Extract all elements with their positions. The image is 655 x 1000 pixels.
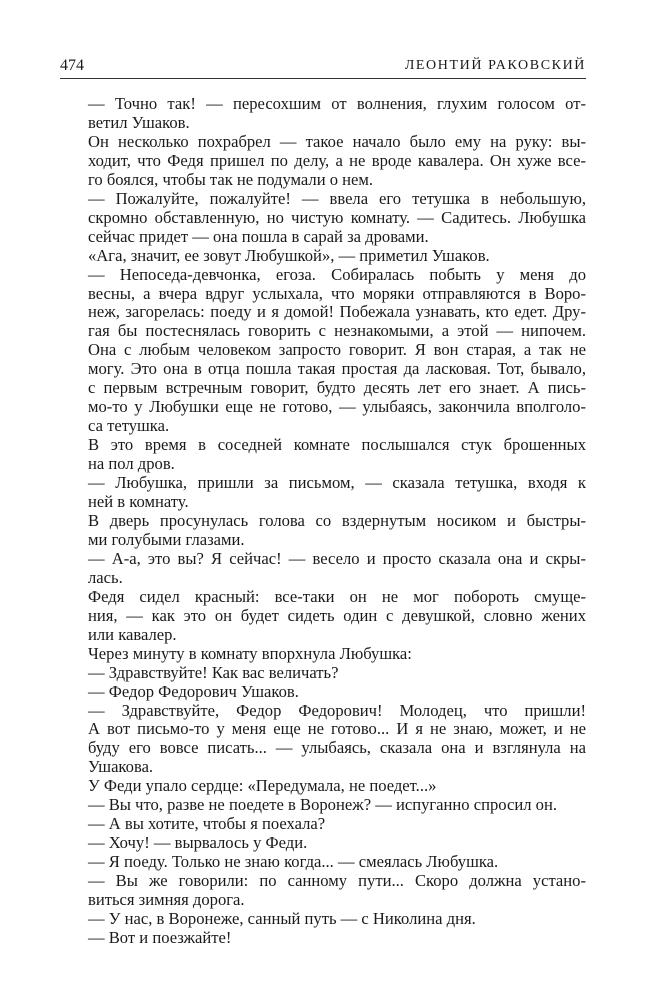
paragraph [60,190,586,247]
text-line: — Вот и поезжайте! [88,927,232,947]
text-line: «Ага, значит, ее зовут Любушкой», — приметил Ушаков. [88,245,490,265]
text-line: Через минуту в комнату впорхнула Любушка: [88,643,412,663]
text-line: буду его вовсе писать... — улыбаясь, сказала она и взглянула на [88,738,586,758]
text-line: или кавалер. [88,624,177,644]
text-line: — А вы хотите, чтобы я поехала? [88,814,326,834]
paragraph [60,512,586,550]
text-line: весны, а вчера вдруг услыхала, что моряки отправляются в Воро- [88,283,586,303]
paragraph [60,266,586,437]
paragraph [60,588,586,645]
text-line: ходит, что Федя пришел по делу, а не вроде кавалера. Он хуже все- [88,150,586,170]
text-line: мо-то у Любушки еще не готово, — улыбаясь, закончила вполголо- [88,397,586,417]
text-line: — А-а, это вы? Я сейчас! — весело и просто сказала она и скры- [88,548,586,568]
paragraph [60,815,586,834]
text-line: го боялся, чтобы так не подумали о нем. [88,169,374,189]
text-line: с первым встречным говорит, будто десять лет его знает. А пись- [88,378,586,398]
paragraph [60,796,586,815]
text-line: — Хочу! — вырвалось у Феди. [88,833,308,853]
text-line: Ушакова. [88,757,154,777]
text-line: Он несколько похрабрел — такое начало было ему на руку: вы- [88,131,586,151]
text-line: на пол дров. [88,454,175,474]
text-line: неж, загорелась: поеду и я домой! Побежала узнавать, кто едет. Дру- [88,302,586,322]
text-line: ней в комнату. [88,492,189,512]
paragraph [60,777,586,796]
text-line: — Любушка, пришли за письмом, — сказала тетушка, входя к [88,473,586,493]
text-line: Федя сидел красный: все-таки он не мог побороть смущe- [88,586,586,606]
text-line: А вот письмо-то у меня еще не готово... И я не знаю, может, и не [88,719,586,739]
text-line: — Здравствуйте! Как вас величать? [88,662,339,682]
text-line: — У нас, в Воронеже, санный путь — с Николина дня. [88,908,476,928]
text-line: — Точно так! — пересохшим от волнения, глухим голосом от- [88,94,586,113]
text-line: — Пожалуйте, пожалуйте! — ввела его тетушка в небольшую, [88,188,586,208]
paragraph [60,474,586,512]
paragraph [60,645,586,664]
text-line: В это время в соседней комнате послышался стук брошенных [88,435,586,455]
paragraph [60,702,586,778]
text-line: ния, — как это он будет сидеть один с девушкой, словно жених [88,605,586,625]
text-line: са тетушка. [88,416,170,436]
page-number: 474 [60,57,84,74]
text-line: — Вы же говорили: по санному пути... Скоро должна устано- [88,871,586,891]
paragraph [60,664,586,683]
paragraph [60,853,586,872]
text-line: — Здравствуйте, Федор Федорович! Молодец, что пришли! [88,700,586,720]
paragraph [60,247,586,266]
text-line: ветил Ушаков. [88,112,190,132]
text-line: У Феди упало сердце: «Передумала, не поедет...» [88,776,437,796]
text-line: лась. [88,567,123,587]
paragraph [60,683,586,702]
text-line: — Вы что, разве не поедете в Воронеж? — испуганно спросил он. [88,795,558,815]
paragraph [60,436,586,474]
paragraph [60,550,586,588]
paragraph [60,910,586,929]
text-line: В дверь просунулась голова со вздернутым носиком и быстры- [88,510,586,530]
paragraph [60,872,586,910]
text-line: ми голубыми глазами. [88,529,245,549]
text-line: Она с любым человеком запросто говорит. Я вон старая, а так не [88,340,586,360]
text-line: — Федор Федорович Ушаков. [88,681,299,701]
page-header [60,56,586,79]
paragraph [60,95,586,133]
body-text [60,95,586,948]
text-line: — Я поеду. Только не знаю когда... — смеялась Любушка. [88,852,499,872]
text-line: виться зимняя дорога. [88,890,245,910]
text-line: — Непоседа-девчонка, егоза. Собиралась побыть у меня до [88,264,586,284]
text-line: гая бы постеснялась говорить с незнакомыми, а этой — нипочем. [88,321,586,341]
paragraph [60,133,586,190]
text-line: сейчас придет — она пошла в сарай за дровами. [88,226,429,246]
running-head-author: ЛЕОНТИЙ РАКОВСКИЙ [404,58,586,73]
paragraph [60,834,586,853]
text-line: могу. Это она в отца пошла такая простая да ласковая. Тот, бывало, [88,359,586,379]
paragraph [60,929,586,948]
text-line: скромно обставленную, но чистую комнату. — Садитесь. Любушка [88,207,586,227]
